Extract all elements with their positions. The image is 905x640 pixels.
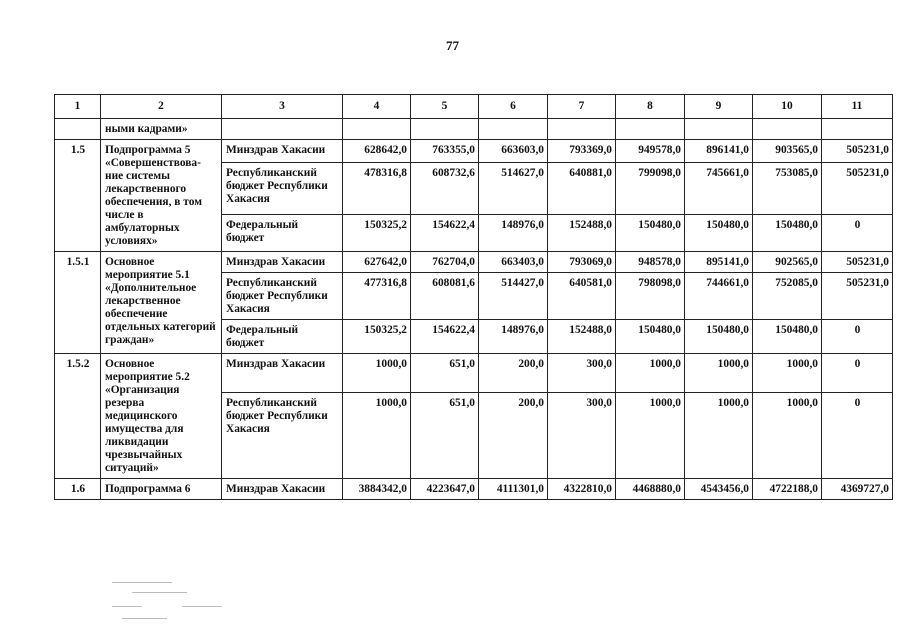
value-cell: 640881,0 xyxy=(548,163,616,215)
value-cell: 4722188,0 xyxy=(753,479,822,500)
value-cell xyxy=(753,119,822,140)
value-cell xyxy=(548,119,616,140)
value-cell: 505231,0 xyxy=(822,273,893,320)
value-cell: 514427,0 xyxy=(479,273,548,320)
value-cell: 663403,0 xyxy=(479,252,548,273)
value-cell: 1000,0 xyxy=(753,354,822,393)
value-cell: 0 xyxy=(822,214,893,251)
row-name: ными кадрами» xyxy=(101,119,222,140)
value-cell: 948578,0 xyxy=(616,252,685,273)
value-cell: 1000,0 xyxy=(343,354,411,393)
row-source: Минздрав Хакасии xyxy=(222,354,343,393)
column-header: 1 xyxy=(55,95,101,119)
column-header: 9 xyxy=(685,95,753,119)
continuation-row xyxy=(55,119,893,140)
value-cell: 150480,0 xyxy=(685,320,753,354)
budget-table xyxy=(54,94,893,500)
value-cell: 148976,0 xyxy=(479,214,548,251)
value-cell: 4322810,0 xyxy=(548,479,616,500)
value-cell: 150325,2 xyxy=(343,214,411,251)
value-cell: 478316,8 xyxy=(343,163,411,215)
row-source: Республиканский бюджет Республики Хакасия xyxy=(222,392,343,478)
value-cell: 902565,0 xyxy=(753,252,822,273)
value-cell: 763355,0 xyxy=(411,140,479,163)
table-row xyxy=(55,354,893,393)
row-name: Основное мероприятие 5.1 «Дополнительное лекарственное обеспечение отдельных категорий граждан» xyxy=(101,252,222,354)
value-cell: 1000,0 xyxy=(616,354,685,393)
row-code: 1.6 xyxy=(55,479,101,500)
value-cell: 200,0 xyxy=(479,392,548,478)
value-cell: 148976,0 xyxy=(479,320,548,354)
value-cell: 663603,0 xyxy=(479,140,548,163)
row-code: 1.5.2 xyxy=(55,354,101,479)
value-cell xyxy=(411,119,479,140)
value-cell: 745661,0 xyxy=(685,163,753,215)
row-source: Республиканский бюджет Республики Хакасия xyxy=(222,273,343,320)
value-cell: 4468880,0 xyxy=(616,479,685,500)
value-cell: 895141,0 xyxy=(685,252,753,273)
value-cell: 651,0 xyxy=(411,392,479,478)
value-cell: 150480,0 xyxy=(685,214,753,251)
column-header: 10 xyxy=(753,95,822,119)
row-source: Минздрав Хакасии xyxy=(222,479,343,500)
value-cell: 150325,2 xyxy=(343,320,411,354)
column-header: 4 xyxy=(343,95,411,119)
value-cell: 150480,0 xyxy=(616,214,685,251)
table-row xyxy=(55,140,893,163)
value-cell: 154622,4 xyxy=(411,214,479,251)
value-cell: 608081,6 xyxy=(411,273,479,320)
value-cell: 150480,0 xyxy=(616,320,685,354)
table-row xyxy=(55,479,893,500)
value-cell: 949578,0 xyxy=(616,140,685,163)
value-cell: 514627,0 xyxy=(479,163,548,215)
row-name: Основное мероприятие 5.2 «Организация резерва медицинского имущества для ликвидации чрезвычайных ситуаций» xyxy=(101,354,222,479)
value-cell: 793369,0 xyxy=(548,140,616,163)
value-cell: 477316,8 xyxy=(343,273,411,320)
table-row xyxy=(55,252,893,273)
value-cell xyxy=(479,119,548,140)
column-header: 7 xyxy=(548,95,616,119)
value-cell: 154622,4 xyxy=(411,320,479,354)
value-cell: 762704,0 xyxy=(411,252,479,273)
row-code: 1.5 xyxy=(55,140,101,252)
value-cell: 505231,0 xyxy=(822,140,893,163)
header-row xyxy=(55,95,893,119)
value-cell: 0 xyxy=(822,354,893,393)
value-cell: 150480,0 xyxy=(753,320,822,354)
value-cell: 640581,0 xyxy=(548,273,616,320)
value-cell: 1000,0 xyxy=(616,392,685,478)
value-cell: 152488,0 xyxy=(548,320,616,354)
column-header: 6 xyxy=(479,95,548,119)
column-header: 5 xyxy=(411,95,479,119)
value-cell: 505231,0 xyxy=(822,252,893,273)
table-body xyxy=(55,119,893,500)
value-cell xyxy=(616,119,685,140)
value-cell: 1000,0 xyxy=(685,392,753,478)
value-cell: 798098,0 xyxy=(616,273,685,320)
value-cell: 628642,0 xyxy=(343,140,411,163)
value-cell: 1000,0 xyxy=(753,392,822,478)
value-cell: 903565,0 xyxy=(753,140,822,163)
value-cell: 627642,0 xyxy=(343,252,411,273)
value-cell: 150480,0 xyxy=(753,214,822,251)
value-cell: 793069,0 xyxy=(548,252,616,273)
value-cell: 753085,0 xyxy=(753,163,822,215)
value-cell: 752085,0 xyxy=(753,273,822,320)
scan-artifact xyxy=(112,578,232,628)
value-cell: 0 xyxy=(822,320,893,354)
value-cell xyxy=(822,119,893,140)
value-cell: 300,0 xyxy=(548,392,616,478)
value-cell: 4369727,0 xyxy=(822,479,893,500)
value-cell: 4223647,0 xyxy=(411,479,479,500)
value-cell: 505231,0 xyxy=(822,163,893,215)
row-source: Федеральный бюджет xyxy=(222,214,343,251)
value-cell: 4111301,0 xyxy=(479,479,548,500)
row-source: Федеральный бюджет xyxy=(222,320,343,354)
row-code: 1.5.1 xyxy=(55,252,101,354)
row-code xyxy=(55,119,101,140)
value-cell: 300,0 xyxy=(548,354,616,393)
value-cell: 4543456,0 xyxy=(685,479,753,500)
column-header: 3 xyxy=(222,95,343,119)
value-cell: 3884342,0 xyxy=(343,479,411,500)
value-cell: 152488,0 xyxy=(548,214,616,251)
value-cell: 200,0 xyxy=(479,354,548,393)
page-number: 77 xyxy=(446,38,459,53)
value-cell: 799098,0 xyxy=(616,163,685,215)
value-cell: 744661,0 xyxy=(685,273,753,320)
row-name: Подпрограмма 6 xyxy=(101,479,222,500)
value-cell xyxy=(685,119,753,140)
column-header: 2 xyxy=(101,95,222,119)
row-source: Республиканский бюджет Республики Хакасия xyxy=(222,163,343,215)
value-cell: 1000,0 xyxy=(685,354,753,393)
value-cell: 0 xyxy=(822,392,893,478)
value-cell: 896141,0 xyxy=(685,140,753,163)
value-cell: 608732,6 xyxy=(411,163,479,215)
column-header: 11 xyxy=(822,95,893,119)
column-header: 8 xyxy=(616,95,685,119)
value-cell: 1000,0 xyxy=(343,392,411,478)
row-source xyxy=(222,119,343,140)
row-source: Минздрав Хакасии xyxy=(222,140,343,163)
row-name: Подпрограмма 5 «Совершенствова-ние системы лекарственного обеспечения, в том числе в амбулаторных условиях» xyxy=(101,140,222,252)
value-cell xyxy=(343,119,411,140)
row-source: Минздрав Хакасии xyxy=(222,252,343,273)
value-cell: 651,0 xyxy=(411,354,479,393)
